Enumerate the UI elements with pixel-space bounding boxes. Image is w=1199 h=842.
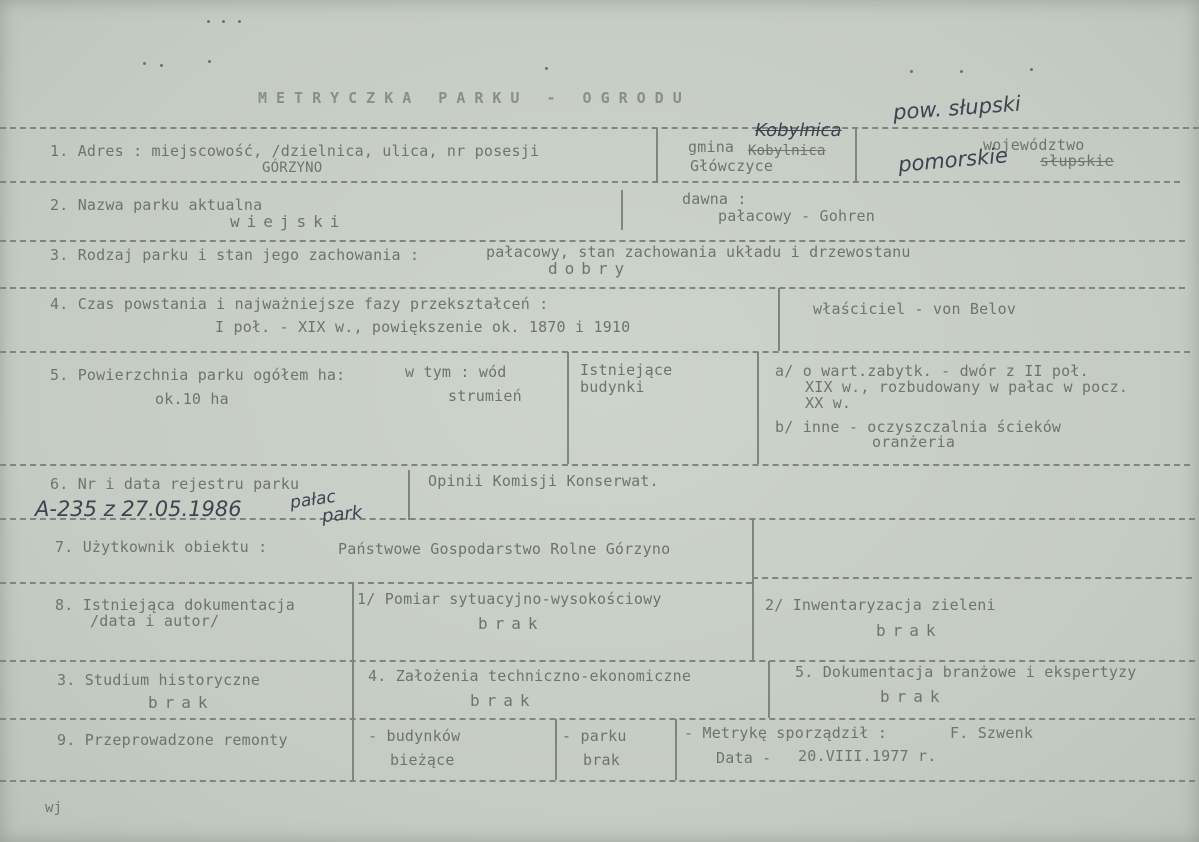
date-label: Data - (716, 749, 772, 767)
register-note-park: park (321, 501, 364, 528)
card-title: METRYCZKA PARKU - OGRODU (258, 89, 691, 107)
branch-documentation-label: 5. Dokumentacja branżowe i ekspertyzy (795, 663, 1137, 681)
rule (0, 582, 752, 584)
gmina-label: gmina (688, 138, 735, 156)
speck (1030, 68, 1033, 71)
register-label: 6. Nr i data rejestru parku (50, 475, 300, 493)
speck (207, 20, 210, 23)
renovations-buildings-label: - budynków (368, 727, 461, 745)
rule (675, 719, 677, 780)
gmina-old-value: Kobylnica (748, 143, 826, 159)
rule (621, 190, 623, 230)
rule (752, 577, 1192, 579)
water-value: strumień (448, 387, 522, 405)
monument-line3: XX w. (805, 394, 852, 412)
buildings-label-line2: budynki (580, 378, 645, 396)
area-value: ok.10 ha (155, 390, 229, 408)
park-type-description: pałacowy, stan zachowania układu i drzewostanu (486, 243, 911, 261)
gmina-handwritten-value: Kobylnica (755, 120, 842, 141)
wojewodztwo-old-value: słupskie (1040, 152, 1114, 170)
area-label: 5. Powierzchnia parku ogółem ha: (50, 366, 346, 384)
speck (160, 64, 163, 67)
speck (960, 70, 963, 73)
author-value: F. Szwenk (950, 724, 1034, 742)
history-phases-label: 4. Czas powstania i najważniejsze fazy przekształceń : (50, 295, 549, 313)
technical-assumptions-label: 4. Założenia techniczno-ekonomiczne (368, 667, 692, 685)
speck (238, 20, 241, 23)
user-label: 7. Użytkownik obiektu : (55, 538, 268, 556)
rule (855, 128, 857, 181)
technical-assumptions-value: brak (470, 691, 537, 710)
rule (768, 661, 770, 718)
speck (910, 70, 913, 73)
historical-study-label: 3. Studium historyczne (57, 671, 261, 689)
wojewodztwo-label: województwo (983, 136, 1085, 154)
speck (545, 67, 548, 70)
renovations-park-label: - parku (562, 727, 627, 745)
documentation-label-line2: /data i autor/ (90, 612, 220, 630)
condition-value: dobry (548, 259, 632, 278)
typist-initials: wj (45, 800, 63, 816)
rule (567, 352, 569, 464)
author-label: - Metrykę sporządził : (684, 724, 888, 742)
speck (143, 62, 146, 65)
user-value: Państwowe Gospodarstwo Rolne Górzyno (338, 540, 671, 558)
buildings-label-line1: Istniejące (580, 361, 673, 379)
park-type-label: 3. Rodzaj parku i stan jego zachowania : (50, 246, 420, 264)
branch-documentation-value: brak (880, 687, 947, 706)
renovations-buildings-value: bieżące (390, 751, 455, 769)
greenery-inventory-value: brak (876, 621, 943, 640)
rule (656, 128, 658, 181)
former-name-label: dawna : (682, 190, 747, 208)
other-buildings-line2: oranżeria (872, 433, 956, 451)
rule (0, 127, 1199, 129)
address-value: GÓRZYNO (262, 160, 323, 176)
former-name-value: pałacowy - Gohren (718, 207, 875, 225)
register-number-handwritten: A-235 z 27.05.1986 (35, 497, 242, 521)
owner: właściciel - von Belov (813, 300, 1017, 318)
rule (352, 583, 354, 780)
survey-value: brak (478, 614, 545, 633)
documentation-label-line1: 8. Istniejąca dokumentacja (55, 596, 295, 614)
rule (0, 240, 1185, 242)
conservator-opinion-label: Opinii Komisji Konserwat. (428, 472, 659, 490)
survey-label: 1/ Pomiar sytuacyjno-wysokościowy (357, 590, 662, 608)
history-phases-value: I poł. - XIX w., powiększenie ok. 1870 i 1910 (215, 318, 631, 336)
monument-line2: XIX w., rozbudowany w pałac w pocz. (805, 378, 1129, 396)
historical-study-value: brak (148, 693, 215, 712)
rule (778, 288, 780, 351)
rule (0, 718, 1195, 720)
rule (408, 470, 410, 520)
rule (0, 464, 1190, 466)
handwritten-county-note: pow. słupski (892, 91, 1022, 125)
rule (0, 780, 1195, 782)
rule (0, 287, 1185, 289)
date-value: 20.VIII.1977 r. (798, 747, 937, 765)
other-buildings-line1: b/ inne - oczyszczalnia ścieków (775, 418, 1062, 436)
speck (222, 20, 225, 23)
rule (555, 719, 557, 780)
wojewodztwo-handwritten: pomorskie (897, 143, 1009, 177)
rule (0, 351, 1190, 353)
park-name-value: wiejski (230, 212, 347, 231)
register-note-palace: pałac (288, 486, 338, 514)
rule (0, 181, 1180, 183)
address-label: 1. Adres : miejscowość, /dzielnica, ulica, nr posesji (50, 142, 540, 160)
rule (0, 660, 1195, 662)
greenery-inventory-label: 2/ Inwentaryzacja zieleni (765, 596, 996, 614)
gmina-value: Główczyce (690, 157, 774, 175)
renovations-label: 9. Przeprowadzone remonty (57, 731, 288, 749)
monument-line1: a/ o wart.zabytk. - dwór z II poł. (775, 362, 1089, 380)
rule (752, 519, 754, 660)
park-name-label: 2. Nazwa parku aktualna (50, 196, 263, 214)
water-label: w tym : wód (405, 363, 507, 381)
rule (757, 352, 759, 464)
renovations-park-value: brak (583, 751, 620, 769)
speck (208, 60, 211, 63)
